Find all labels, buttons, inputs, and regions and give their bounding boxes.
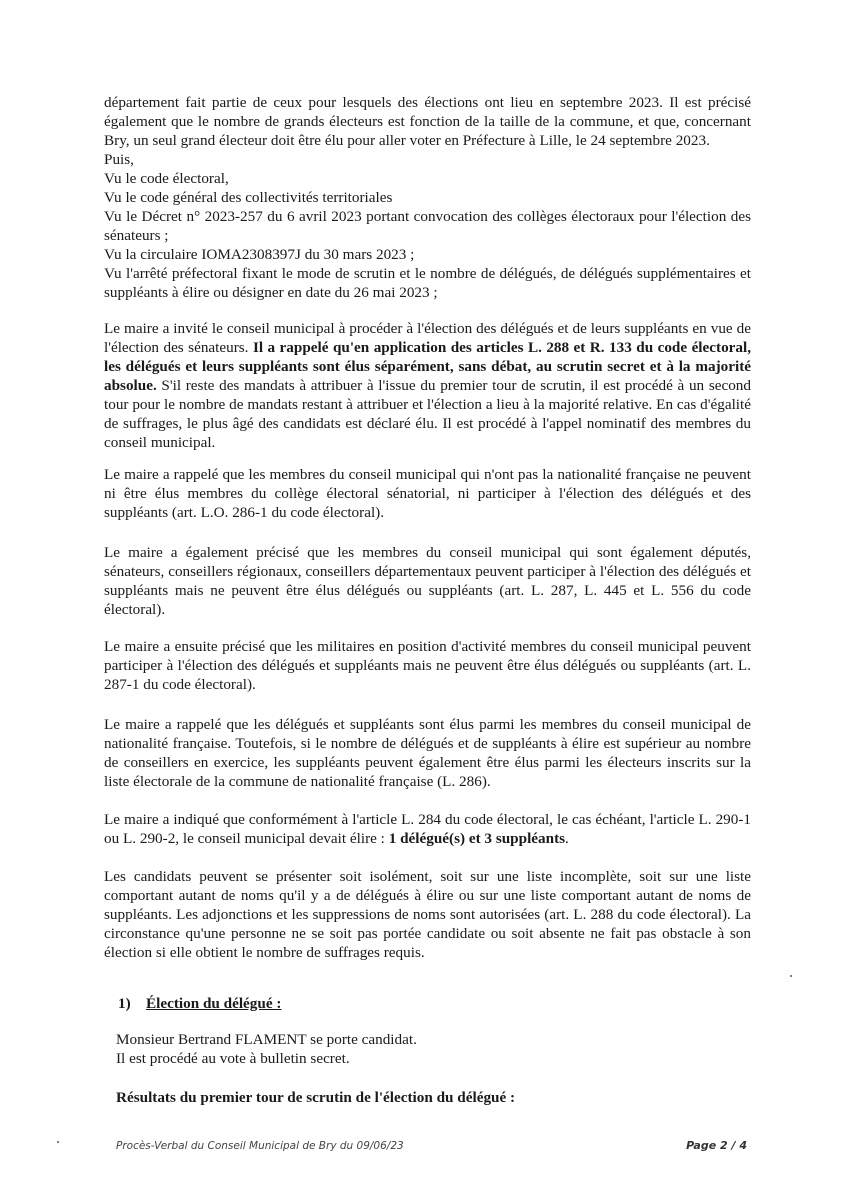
candidate-line: Monsieur Bertrand FLAMENT se porte candidat. bbox=[116, 1031, 417, 1048]
intro-paragraph: département fait partie de ceux pour lesquels des élections ont lieu en septembre 2023. Il est précisé également que le nombre de grands électeurs est fonction de la taille de la commune, et que, concernant Bry, un seul grand électeur doit être élu pour aller voter en Préfecture à Lille, le 24 septembre 2023. bbox=[104, 94, 751, 149]
vu-item: Vu le code général des collectivités territoriales bbox=[104, 189, 393, 206]
footer-page-number: Page 2 / 4 bbox=[686, 1139, 747, 1152]
scan-speck bbox=[57, 1141, 59, 1143]
paragraph-bold-text: 1 délégué(s) et 3 suppléants bbox=[388, 830, 566, 847]
paragraph-number-to-elect bbox=[104, 810, 751, 848]
vu-item: Vu le code électoral, bbox=[104, 170, 229, 187]
vu-item: Vu l'arrêté préfectoral fixant le mode de scrutin et le nombre de délégués, de délégués supplémentaires et suppléants à élire ou désigner en date du 26 mai 2023 ; bbox=[104, 265, 751, 301]
section-body bbox=[116, 1030, 763, 1068]
paragraph-nationality: Le maire a rappelé que les membres du conseil municipal qui n'ont pas la nationalité française ne peuvent ni être élus membres du collège électoral sénatorial, ni participer à l'élection des délégués et des suppléants (art. L.O. 286-1 du code électoral). bbox=[104, 466, 751, 521]
paragraph-text: . bbox=[565, 830, 569, 847]
paragraph-election-procedure bbox=[104, 319, 751, 452]
results-heading: Résultats du premier tour de scrutin de l'élection du délégué : bbox=[116, 1089, 516, 1106]
vu-item: Vu la circulaire IOMA2308397J du 30 mars 2023 ; bbox=[104, 246, 415, 263]
puis-text: Puis, bbox=[104, 151, 134, 168]
paragraph-bold-text: Il a rappelé qu'en application des articles L. 288 et R. 133 du code électoral, les délégués et leurs suppléants sont élus séparément, sans débat, au scrutin secret et à la majorité absolue. bbox=[104, 339, 752, 394]
vote-line: Il est procédé au vote à bulletin secret. bbox=[116, 1050, 350, 1067]
paragraph-eligibility: Le maire a rappelé que les délégués et suppléants sont élus parmi les membres du conseil municipal de nationalité française. Toutefois, si le nombre de délégués et de suppléants à élire est supérieur au nombre de conseillers en exercice, les suppléants peuvent également être élus parmi les électeurs inscrits sur la liste électorale de la commune de nationalité française (L. 286). bbox=[104, 716, 751, 790]
footer-document-title: Procès-Verbal du Conseil Municipal de Bry du 09/06/23 bbox=[116, 1140, 404, 1152]
section-number: 1) bbox=[118, 995, 131, 1012]
section-heading bbox=[118, 994, 281, 1013]
intro-considerations bbox=[104, 150, 751, 302]
paragraph-text: Le maire a invité le conseil municipal à procéder à l'élection des délégués et de leurs suppléants en vue de l'élection des sénateurs. bbox=[104, 320, 751, 356]
paragraph-military: Le maire a ensuite précisé que les militaires en position d'activité membres du conseil municipal peuvent participer à l'élection des délégués et suppléants mais ne peuvent être élus délégués ou suppléants (art. L. 287-1 du code électoral). bbox=[104, 638, 751, 693]
paragraph-mandates: Le maire a également précisé que les membres du conseil municipal qui sont également députés, sénateurs, conseillers régionaux, conseillers départementaux peuvent participer à l'élection des délégués et suppléants mais ne peuvent être élus délégués ou suppléants (art. L. 287, L. 445 et L. 556 du code électoral). bbox=[104, 544, 751, 618]
section-title: Élection du délégué : bbox=[146, 995, 282, 1012]
paragraph-candidates: Les candidats peuvent se présenter soit isolément, soit sur une liste incomplète, soit sur une liste comportant autant de noms qu'il y a de délégués à élire ou sur une liste comportant autant de noms de suppléants. Les adjonctions et les suppressions de noms sont autorisées (art. L. 288 du code électoral). La circonstance qu'une personne ne se soit pas portée candidate ou soit absente ne fait pas obstacle à son élection si elle obtient le nombre de suffrages requis. bbox=[104, 868, 751, 961]
vu-item: Vu le Décret n° 2023-257 du 6 avril 2023 portant convocation des collèges électoraux pour l'élection des sénateurs ; bbox=[104, 208, 751, 244]
paragraph-text: S'il reste des mandats à attribuer à l'issue du premier tour de scrutin, il est procédé à un second tour pour le nombre de mandats restant à attribuer et l'élection a lieu à la majorité relative. En cas d'égalité de suffrages, le plus âgé des candidats est déclaré élu. Il est procédé à l'appel nominatif des membres du conseil municipal. bbox=[104, 377, 751, 451]
scan-speck bbox=[790, 975, 792, 977]
paragraph-text: Le maire a indiqué que conformément à l'article L. 284 du code électoral, le cas échéant, l'article L. 290-1 ou L. 290-2, le conseil municipal devait élire : bbox=[104, 811, 751, 847]
